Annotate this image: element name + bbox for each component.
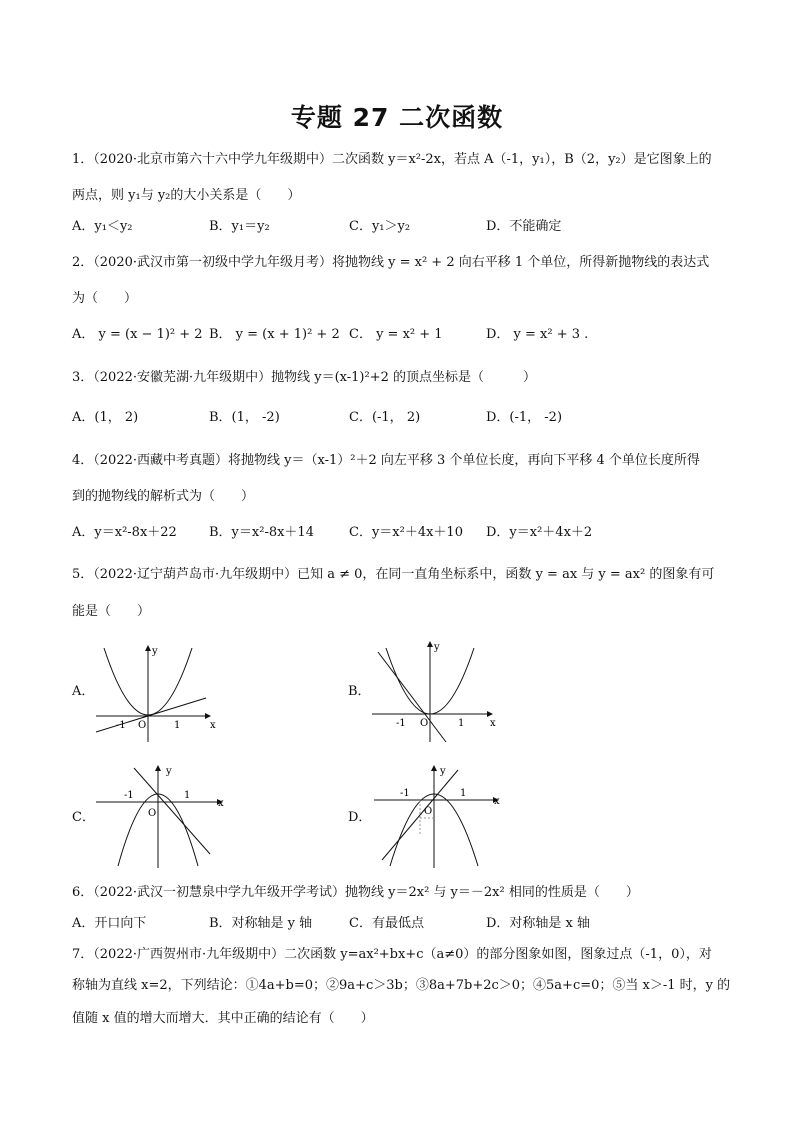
linear-function-line <box>378 652 446 742</box>
option-a[interactable]: A．开口向下 <box>72 916 147 931</box>
option-b[interactable]: B． y = (x + 1)² + 2 <box>209 327 340 342</box>
question-7-line-1: 7．（2022·广西贺州市·九年级期中）二次函数 y=ax²+bx+c（a≠0）的部分图象如图，图象过点（-1，0），对 <box>72 947 712 962</box>
tick-label-neg-one: -1 <box>116 720 126 731</box>
option-b[interactable]: B．(1， -2) <box>209 410 280 425</box>
linear-function-line <box>96 698 206 732</box>
option-c[interactable]: C．y₁＞y₂ <box>349 219 411 234</box>
option-a[interactable]: A．y＝x²-8x＋22 <box>72 525 177 540</box>
page-title: 专题 27 二次函数 <box>290 103 504 132</box>
graph-option-c[interactable] <box>94 762 228 868</box>
graph-option-a[interactable] <box>92 642 222 742</box>
origin-label: O <box>138 720 147 731</box>
x-axis-label: x <box>490 718 496 729</box>
tick-label-neg-one: -1 <box>400 788 410 799</box>
y-axis-label: y <box>152 646 158 657</box>
linear-function-line <box>134 768 210 854</box>
option-a[interactable]: A．y₁＜y₂ <box>72 219 133 234</box>
option-d[interactable]: D．不能确定 <box>486 219 562 234</box>
option-a[interactable]: A．(1， 2) <box>72 410 139 425</box>
option-c[interactable]: C． y = x² + 1 <box>349 327 443 342</box>
option-c[interactable]: C．y＝x²＋4x＋10 <box>349 525 463 540</box>
question-2-line-1: 2．（2020·武汉市第一初级中学九年级月考）将抛物线 y = x² + 2 向右平移 1 个单位，所得新抛物线的表达式 <box>72 255 710 270</box>
x-axis-label: x <box>210 720 216 731</box>
tick-label-one: 1 <box>184 790 191 801</box>
origin-label: O <box>148 808 157 819</box>
question-5-line-1: 5．（2022·辽宁葫芦岛市·九年级期中）已知 a ≠ 0，在同一直角坐标系中，函数 y = ax 与 y = ax² 的图象有可 <box>72 567 715 582</box>
x-axis-label: x <box>494 796 500 807</box>
y-axis-label: y <box>434 642 440 653</box>
tick-label-one: 1 <box>460 788 467 799</box>
question-4-line-1: 4．（2022·西藏中考真题）将抛物线 y＝（x-1）²＋2 向左平移 3 个单位长度，再向下平移 4 个单位长度所得 <box>72 453 700 468</box>
option-b[interactable]: B．对称轴是 y 轴 <box>209 916 313 931</box>
graph-option-b[interactable] <box>370 638 500 742</box>
option-d[interactable]: D．y＝x²＋4x＋2 <box>486 525 593 540</box>
option-d[interactable]: D． y = x² + 3 . <box>486 327 589 342</box>
question-7-line-3: 值随 x 值的增大而增大．其中正确的结论有（ ） <box>72 1011 374 1026</box>
option-c[interactable]: C．(-1， 2) <box>349 410 421 425</box>
tick-label-one: 1 <box>174 720 181 731</box>
question-2-line-2: 为（ ） <box>72 291 138 306</box>
option-b[interactable]: B．y₁＝y₂ <box>209 219 270 234</box>
y-axis-label: y <box>166 766 172 777</box>
tick-label-neg-one: -1 <box>124 790 134 801</box>
option-a[interactable]: A． <box>72 684 95 699</box>
origin-label: O <box>420 718 429 729</box>
question-4-line-2: 到的抛物线的解析式为（ ） <box>72 489 255 504</box>
option-d[interactable]: D． <box>348 810 372 825</box>
question-3-line-1: 3．（2022·安徽芜湖·九年级期中）抛物线 y＝(x-1)²+2 的顶点坐标是（ ） <box>72 370 537 385</box>
tick-label-one: 1 <box>458 718 465 729</box>
option-d[interactable]: D．(-1， -2) <box>486 410 563 425</box>
origin-label: O <box>424 806 433 817</box>
option-b[interactable]: B．y＝x²-8x＋14 <box>209 525 314 540</box>
question-1-line-2: 两点，则 y₁与 y₂的大小关系是（ ） <box>72 188 301 203</box>
question-7-line-2: 称轴为直线 x=2，下列结论：①4a+b=0；②9a+c＞3b；③8a+7b+2c＞0；④5a+c=0；⑤当 x＞-1 时，y 的 <box>72 978 731 993</box>
option-a[interactable]: A． y = (x − 1)² + 2 <box>72 327 203 342</box>
question-6-line-1: 6．（2022·武汉一初慧泉中学九年级开学考试）抛物线 y＝2x² 与 y＝－2x² 相同的性质是（ ） <box>72 885 639 900</box>
option-d[interactable]: D．对称轴是 x 轴 <box>486 916 591 931</box>
linear-function-line <box>382 770 458 860</box>
y-axis-label: y <box>440 766 446 777</box>
option-c[interactable]: C． <box>72 810 95 825</box>
tick-label-neg-one: -1 <box>396 718 406 729</box>
graph-option-d[interactable] <box>372 762 506 868</box>
question-1-line-1: 1．（2020·北京市第六十六中学九年级期中）二次函数 y＝x²-2x，若点 A（-1，y₁），B（2，y₂）是它图象上的 <box>72 152 712 167</box>
question-5-line-2: 能是（ ） <box>72 604 151 619</box>
x-axis-label: x <box>218 798 224 809</box>
option-c[interactable]: C．有最低点 <box>349 916 424 931</box>
option-b[interactable]: B． <box>348 684 371 699</box>
